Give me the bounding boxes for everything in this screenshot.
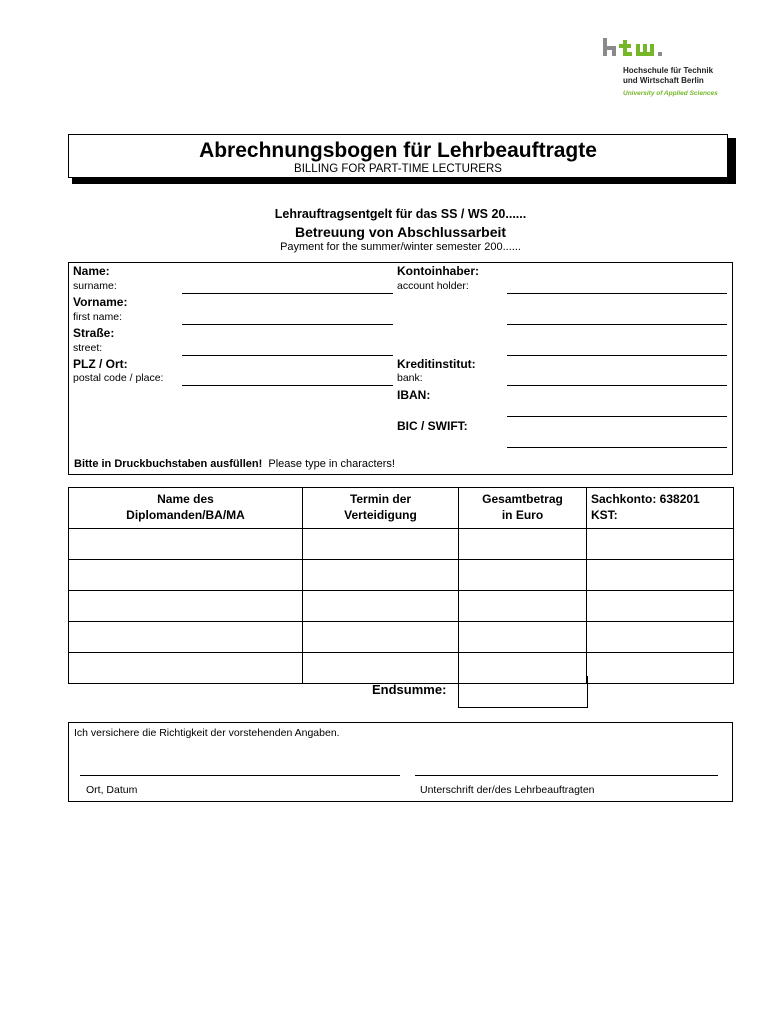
logo-line-2: und Wirtschaft Berlin — [623, 76, 704, 85]
header-total-amount-line1: Gesamtbetrag — [482, 492, 563, 506]
bank-field[interactable] — [507, 385, 727, 386]
table-cell[interactable] — [303, 529, 459, 560]
logo-line-1: Hochschule für Technik — [623, 66, 714, 75]
semester-headline: Lehrauftragsentgelt für das SS / WS 20...... — [274, 207, 527, 221]
table-cell[interactable] — [69, 560, 303, 591]
iban-field[interactable] — [507, 416, 727, 417]
account-holder-field-2[interactable] — [507, 324, 727, 325]
kontoinhaber-label: Kontoinhaber: — [397, 264, 479, 278]
table-cell[interactable] — [587, 560, 734, 591]
header-student-name-line2: Diplomanden/BA/MA — [126, 508, 245, 522]
header-student-name — [69, 488, 303, 529]
place-date-field[interactable] — [80, 775, 400, 776]
table-row — [69, 560, 734, 591]
table-cell[interactable] — [69, 529, 303, 560]
plz-ort-label: PLZ / Ort: — [73, 357, 128, 371]
table-cell[interactable] — [587, 529, 734, 560]
account-holder-field-3[interactable] — [507, 355, 727, 356]
table-row — [69, 622, 734, 653]
header-account — [587, 488, 734, 529]
table-cell[interactable] — [459, 622, 587, 653]
endsumme-field[interactable] — [458, 676, 588, 708]
thesis-table — [68, 487, 734, 684]
title-box — [68, 134, 728, 178]
table-cell[interactable] — [459, 560, 587, 591]
endsumme-label: Endsumme: — [372, 682, 447, 697]
htw-logo-mark — [603, 38, 673, 60]
first-name-field[interactable] — [182, 324, 393, 325]
table-cell[interactable] — [587, 622, 734, 653]
table-cell[interactable] — [69, 591, 303, 622]
surname-field[interactable] — [182, 293, 393, 294]
block-letters-note — [74, 458, 395, 470]
header-defense-date-line2: Verteidigung — [344, 508, 417, 522]
declaration-text: Ich versichere die Richtigkeit der vorstehenden Angaben. — [74, 727, 340, 739]
table-cell[interactable] — [303, 560, 459, 591]
header-student-name-line1: Name des — [157, 492, 214, 506]
table-row — [69, 529, 734, 560]
name-label: Name: — [73, 264, 110, 278]
bic-field[interactable] — [507, 447, 727, 448]
kreditinstitut-label: Kreditinstitut: — [397, 357, 476, 371]
table-header-row — [69, 488, 734, 529]
table-cell[interactable] — [303, 622, 459, 653]
block-letters-note-de: Bitte in Druckbuchstaben ausfüllen! — [74, 458, 263, 470]
table-cell[interactable] — [303, 653, 459, 684]
header-account-line1: Sachkonto: 638201 — [591, 492, 700, 506]
header-total-amount — [459, 488, 587, 529]
payment-subline: Payment for the summer/winter semester 200...... — [280, 241, 521, 253]
table-cell[interactable] — [587, 653, 734, 684]
signature-label: Unterschrift der/des Lehrbeauftragten — [420, 784, 595, 796]
table-cell[interactable] — [459, 529, 587, 560]
postal-code-label: postal code / place: — [73, 372, 164, 384]
table-row — [69, 591, 734, 622]
logo-tagline: University of Applied Sciences — [623, 90, 718, 97]
postal-code-field[interactable] — [182, 385, 393, 386]
table-row — [69, 653, 734, 684]
table-cell[interactable] — [69, 653, 303, 684]
street-field[interactable] — [182, 355, 393, 356]
street-label: street: — [73, 342, 103, 354]
place-date-label: Ort, Datum — [86, 784, 138, 796]
table-cell[interactable] — [69, 622, 303, 653]
header-defense-date-line1: Termin der — [349, 492, 412, 506]
table-cell[interactable] — [587, 591, 734, 622]
iban-label: IBAN: — [397, 388, 431, 402]
htw-logo — [603, 38, 733, 102]
account-holder-field[interactable] — [507, 293, 727, 294]
thesis-headline: Betreuung von Abschlussarbeit — [294, 224, 507, 240]
header-total-amount-line2: in Euro — [501, 508, 544, 522]
table-cell[interactable] — [303, 591, 459, 622]
bic-label: BIC / SWIFT: — [397, 419, 468, 433]
page-subtitle: BILLING FOR PART-TIME LECTURERS — [294, 163, 502, 175]
header-defense-date — [303, 488, 459, 529]
vorname-label: Vorname: — [73, 295, 128, 309]
bank-label: bank: — [397, 372, 423, 384]
strasse-label: Straße: — [73, 326, 115, 340]
surname-label: surname: — [73, 280, 117, 292]
page-title: Abrechnungsbogen für Lehrbeauftragte — [199, 139, 597, 162]
block-letters-note-en: Please type in characters! — [268, 458, 395, 470]
account-holder-label: account holder: — [397, 280, 469, 292]
first-name-label: first name: — [73, 311, 123, 323]
header-account-line2: KST: — [591, 508, 618, 522]
signature-field[interactable] — [415, 775, 718, 776]
table-cell[interactable] — [459, 591, 587, 622]
